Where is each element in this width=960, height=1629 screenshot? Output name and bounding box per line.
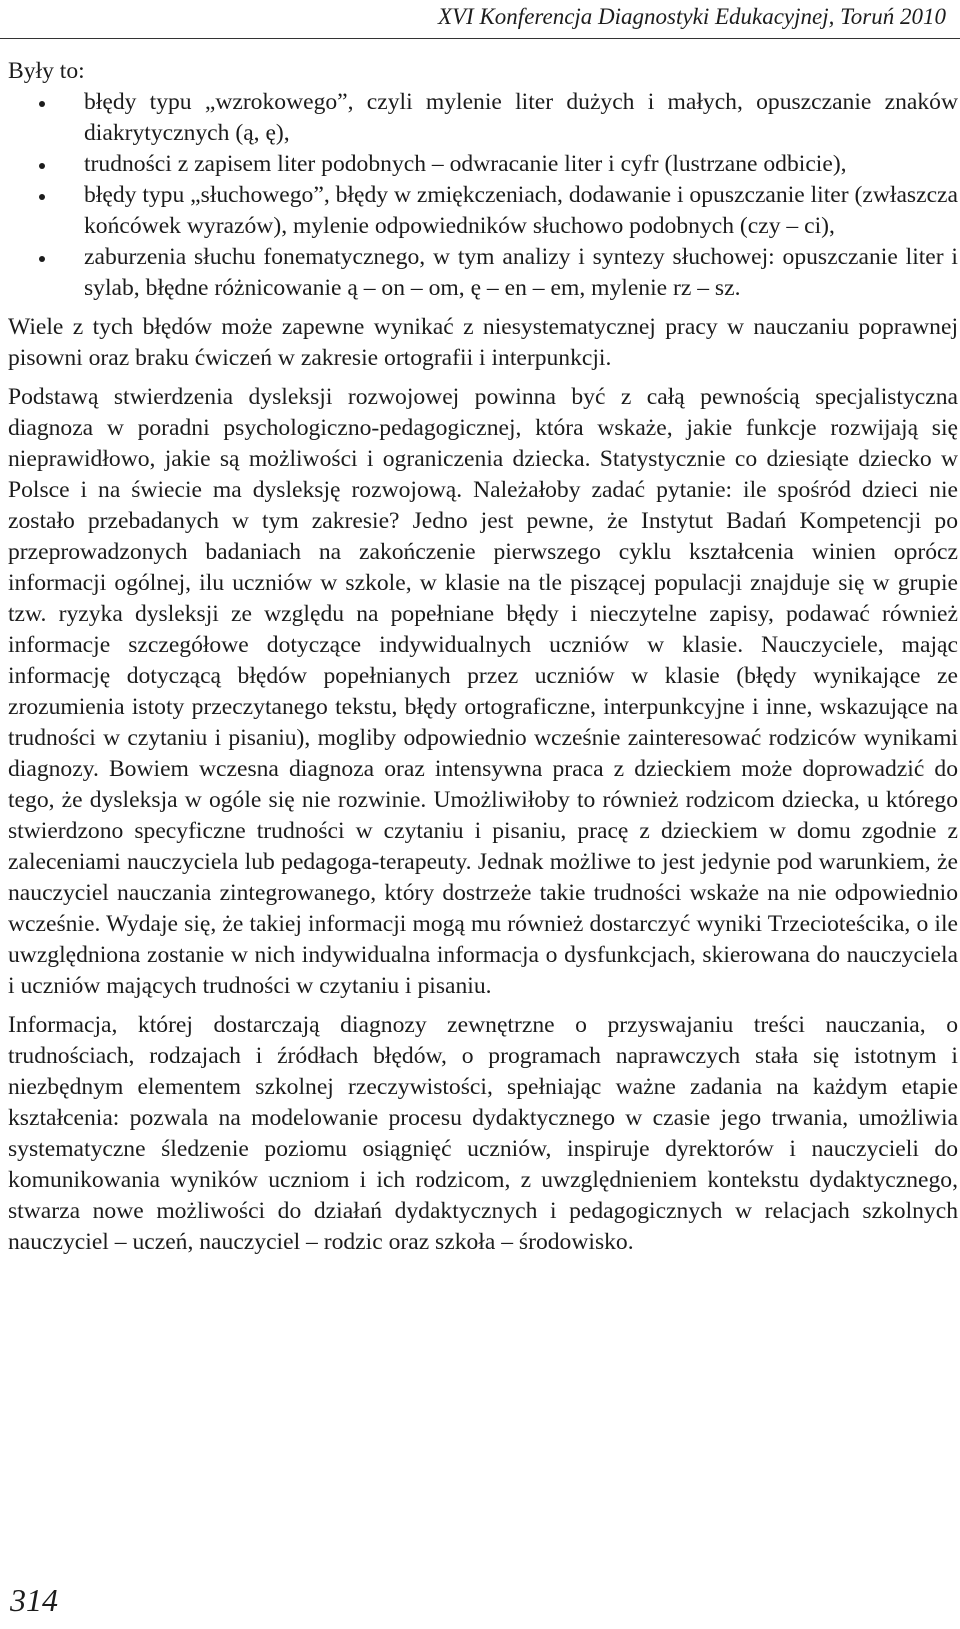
paragraph-3: Informacja, której dostarczają diagnozy zewnętrzne o przyswajaniu treści nauczania, o trudnościach, rodzajach i źródłach błędów, o programach naprawczych stała się istotnym i niezbędnym elementem szkolnej rzeczywistości, spełniając ważne zadania na każdym etapie kształcenia: pozwala na modelowanie procesu dydaktycznego w czasie jego trwania, umożliwia systematyczne śledzenie poziomu osiągnięć uczniów, inspiruje dyrektorów i nauczycieli do komunikowania wyników uczniom i ich rodzicom, z uwzględnieniem kontekstu dydaktycznego, stwarza nowe możliwości do działań dydaktycznych i pedagogicznych w relacjach szkolnych nauczyciel – uczeń, nauczyciel – rodzic oraz szkoła – środowisko. — [8, 1012, 958, 1255]
paragraph-2: Podstawą stwierdzenia dysleksji rozwojowej powinna być z całą pewnością specjalistyczna diagnoza w poradni psychologiczno-pedagogicznej, która wskaże, jakie funkcje rozwijają się nieprawidłowo, jakie są możliwości i ograniczenia dziecka. Statystycznie co dziesiąte dziecko w Polsce i na świecie ma dysleksję rozwojową. Należałoby zadać pytanie: ile spośród dzieci nie zostało przebadanych w tym zakresie? Jedno jest pewne, że Instytut Badań Kompetencji po przeprowadzonych badaniach na zakończenie pierwszego cyklu kształcenia winien oprócz informacji ogólnej, ilu uczniów w szkole, w klasie na tle piszącej populacji znajduje się w grupie tzw. ryzyka dysleksji ze względu na popełniane błędy i nieczytelne zapisy, podawać również informacje szczegółowe dotyczące indywidualnych uczniów w klasie. Nauczyciele, mając informację dotyczącą błędów popełnianych przez uczniów w klasie (błędy wynikające ze zrozumienia istoty przeczytanego tekstu, błędy ortograficzne, interpunkcyjne i inne, wskazujące na trudności w czytaniu i pisaniu), mogliby odpowiednio wcześnie zainteresować rodziców wynikami diagnozy. Bowiem wczesna diagnoza oraz intensywna praca z dzieckiem może doprowadzić do tego, że dysleksja w ogóle się nie rozwinie. Umożliwiłoby to również rodzicom dziecka, u którego stwierdzono specyficzne trudności w czytaniu i pisaniu, pracę z dzieckiem w domu zgodnie z zaleceniami nauczyciela lub pedagoga-terapeuty. Jednak możliwe to jest jedynie pod warunkiem, że nauczyciel nauczania zintegrowanego, który dostrzeże takie trudności wskaże na nie odpowiednio wcześnie. Wydaje się, że takiej informacji mogą mu również dostarczyć wyniki Trzecioteścika, o ile uwzględniona zostanie w nich indywidualna informacja o dysfunkcjach, skierowana do nauczyciela i uczniów mających trudności w czytaniu i pisaniu. — [8, 384, 958, 999]
list-item: błędy typu „słuchowego”, błędy w zmiękczeniach, dodawanie i opuszczanie liter (zwłaszcza końcówek wyrazów), mylenie odpowiedników słuchowo podobnych (czy – ci), — [8, 180, 958, 242]
header-divider — [0, 38, 960, 39]
error-types-list — [8, 87, 958, 304]
paragraph-1: Wiele z tych błędów może zapewne wynikać z niesystematycznej pracy w nauczaniu poprawnej pisowni oraz braku ćwiczeń w zakresie ortografii i interpunkcji. — [8, 314, 958, 371]
list-item: zaburzenia słuchu fonematycznego, w tym analizy i syntezy słuchowej: opuszczanie liter i sylab, błędne różnicowanie ą – on – om, ę – en – em, mylenie rz – sz. — [8, 242, 958, 304]
page-body — [8, 56, 958, 1258]
list-item: błędy typu „wzrokowego”, czyli mylenie liter dużych i małych, opuszczanie znaków diakrytycznych (ą, ę), — [8, 87, 958, 149]
page-number: 314 — [10, 1582, 58, 1618]
running-title: XVI Konferencja Diagnostyki Edukacyjnej, Toruń 2010 — [437, 4, 946, 29]
list-intro: Były to: — [8, 58, 85, 84]
list-item: trudności z zapisem liter podobnych – odwracanie liter i cyfr (lustrzane odbicie), — [8, 149, 958, 180]
